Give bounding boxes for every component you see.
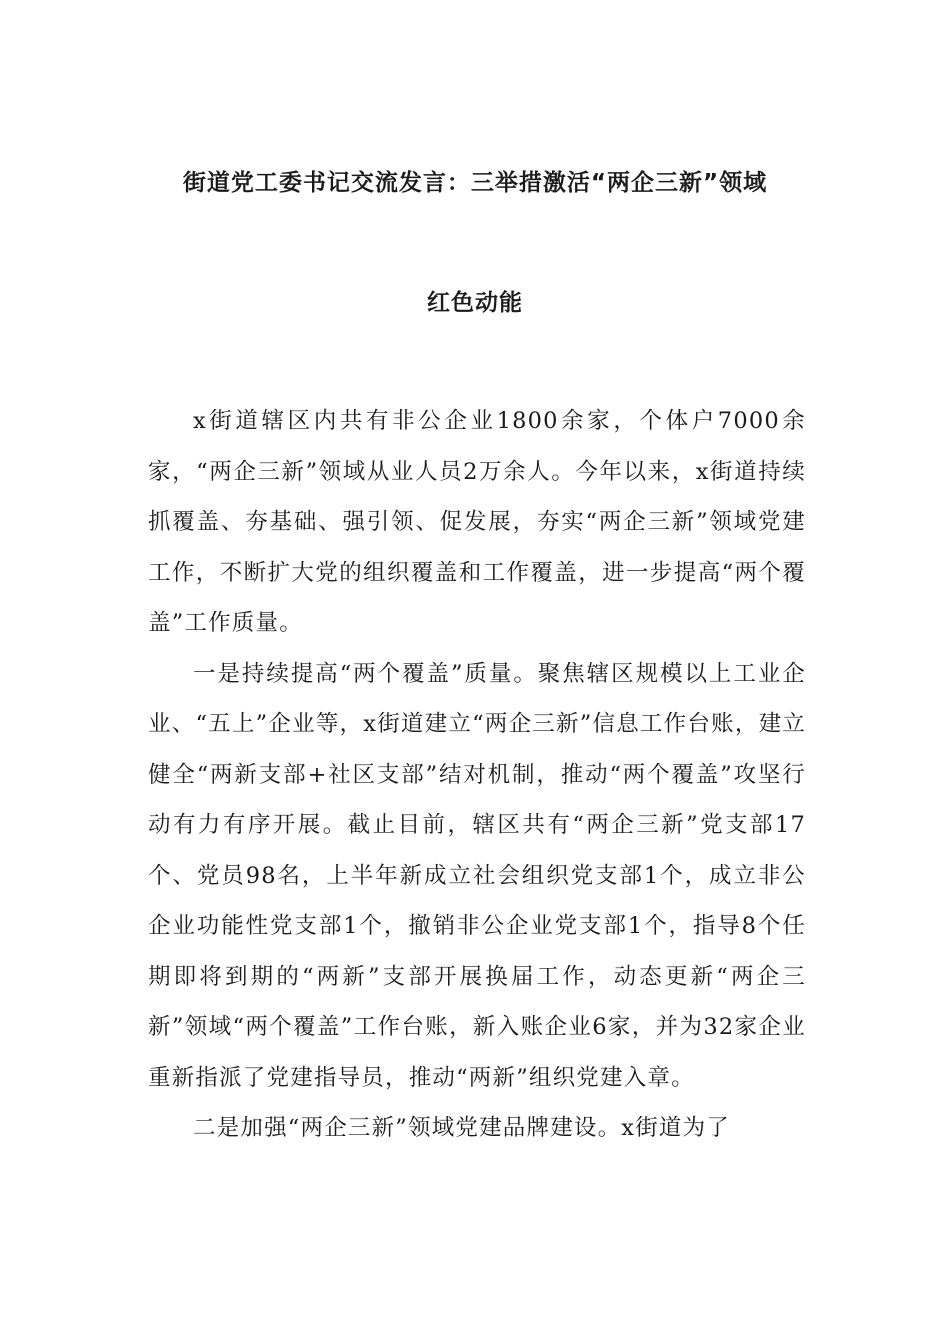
document-title-line-2: 红色动能: [427, 290, 523, 316]
paragraph-measure-two: 二是加强“两企三新”领域党建品牌建设。x街道为了: [193, 1115, 730, 1141]
paragraph-intro: x街道辖区内共有非公企业1800余家，个体户7000余家，“两企三新”领域从业人员2万余人。今年以来，x街道持续抓覆盖、夯基础、强引领、促发展，夯实“两企三新”领域党建工作，不断扩大党的组织覆盖和工作覆盖，进一步提高“两个覆盖”工作质量。: [148, 408, 806, 636]
document-title-line-1: 街道党工委书记交流发言：三举措激活“两企三新”领域: [182, 170, 768, 196]
document-body: [148, 396, 806, 1154]
paragraph-measure-one: 一是持续提高“两个覆盖”质量。聚焦辖区规模以上工业企业、“五上”企业等，x街道建立“两企三新”信息工作台账，建立健全“两新支部+社区支部”结对机制，推动“两个覆盖”攻坚行动有力有序开展。截止目前，辖区共有“两企三新”党支部17个、党员98名，上半年新成立社会组织党支部1个，成立非公企业功能性党支部1个，撤销非公企业党支部1个，指导8个任期即将到期的“两新”支部开展换届工作，动态更新“两企三新”领域“两个覆盖”工作台账，新入账企业6家，并为32家企业重新指派了党建指导员，推动“两新”组织党建入章。: [148, 660, 806, 1091]
